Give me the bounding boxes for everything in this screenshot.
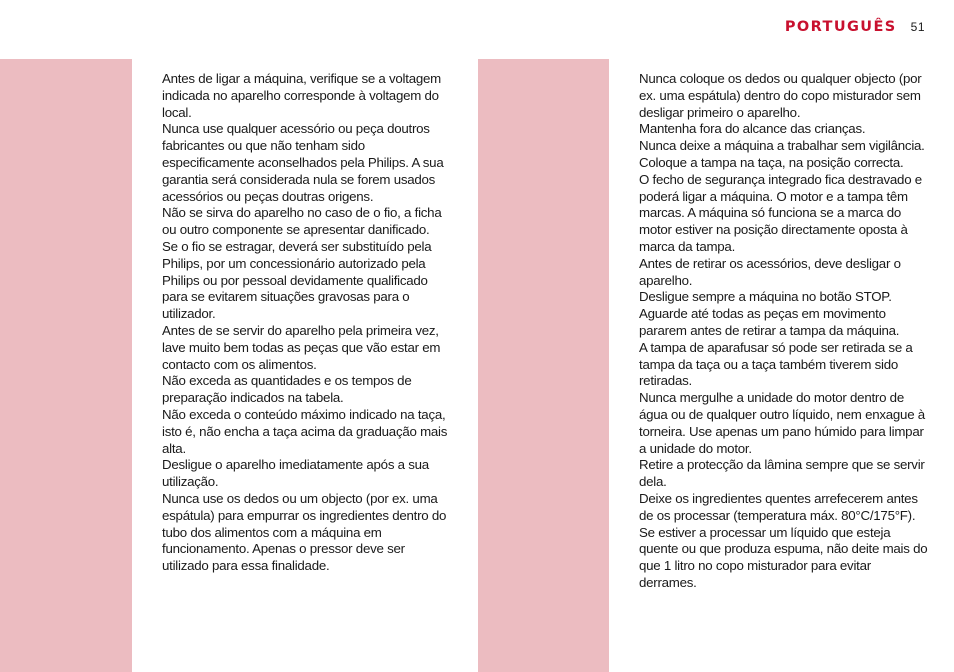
paragraph: Não exceda o conteúdo máximo indicado na taça, isto é, não encha a taça acima da graduação mais alta. [162, 406, 448, 456]
paragraph: Antes de retirar os acessórios, deve desligar o aparelho. [639, 255, 901, 288]
paragraph: Aguarde até todas as peças em movimento pararem antes de retirar a tampa da máquina. [639, 306, 900, 338]
paragraph: Mantenha fora do alcance das crianças. [639, 121, 866, 137]
paragraph: Antes de se servir do aparelho pela primeira vez, lave muito bem todas as peças que vão estar em contacto com os alimentos. [162, 322, 441, 372]
paragraph: Retire a protecção da lâmina sempre que se servir dela. [639, 457, 925, 490]
paragraph: Deixe os ingredientes quentes arrefecerem antes de os processar (temperatura máx. 80°C/175°F). [639, 490, 918, 523]
left-text-column [162, 71, 454, 575]
paragraph: Não exceda as quantidades e os tempos de preparação indicados na tabela. [162, 373, 412, 406]
paragraph: Se estiver a processar um líquido que esteja quente ou que produza espuma, não deite mais do que 1 litro no copo misturador para evitar derrames. [639, 524, 928, 590]
language-heading: PORTUGUÊS [784, 19, 897, 35]
left-margin-band [0, 59, 132, 672]
right-text-column [639, 71, 931, 592]
paragraph: Nunca use os dedos ou um objecto (por ex. uma espátula) para empurrar os ingredientes dentro do tubo dos alimentos com a máquina em funcionamento. Apenas o pressor deve ser utilizado para essa finalidade. [162, 490, 447, 574]
paragraph: Antes de ligar a máquina, verifique se a voltagem indicada no aparelho corresponde à voltagem do local. [162, 71, 441, 120]
paragraph: O fecho de segurança integrado fica destravado e poderá ligar a máquina. O motor e a tampa têm marcas. A máquina só funciona se a marca do motor estiver na posição directamente oposta à marca da tampa. [639, 171, 922, 254]
paragraph: Desligue o aparelho imediatamente após a sua utilização. [162, 457, 429, 490]
paragraph: Nunca deixe a máquina a trabalhar sem vigilância. [639, 138, 925, 154]
paragraph: Nunca use qualquer acessório ou peça doutros fabricantes ou que não tenham sido especificamente aconselhados pela Philips. A sua garantia será considerada nula se forem usados acessórios ou peças doutras origens. [162, 121, 444, 204]
paragraph: Não se sirva do aparelho no caso de o fio, a ficha ou outro componente se apresentar danificado. [162, 205, 442, 238]
page-header [785, 19, 925, 35]
right-margin-band [478, 59, 609, 672]
paragraph: Se o fio se estragar, deverá ser substituído pela Philips, por um concessionário autorizado pela Philips ou por pessoal devidamente qualificado para se evitarem situações gravosas para o utilizador. [162, 238, 432, 322]
paragraph: A tampa de aparafusar só pode ser retirada se a tampa da taça ou a taça também tiverem sido retiradas. [639, 339, 913, 389]
paragraph: Nunca mergulhe a unidade do motor dentro de água ou de qualquer outro líquido, nem enxague à torneira. Use apenas um pano húmido para limpar a unidade do motor. [639, 390, 925, 456]
paragraph: Nunca coloque os dedos ou qualquer objecto (por ex. uma espátula) dentro do copo misturador sem desligar primeiro o aparelho. [639, 71, 922, 120]
paragraph: Desligue sempre a máquina no botão STOP. [639, 289, 892, 305]
page-number: 51 [910, 20, 925, 34]
paragraph: Coloque a tampa na taça, na posição correcta. [639, 154, 904, 170]
